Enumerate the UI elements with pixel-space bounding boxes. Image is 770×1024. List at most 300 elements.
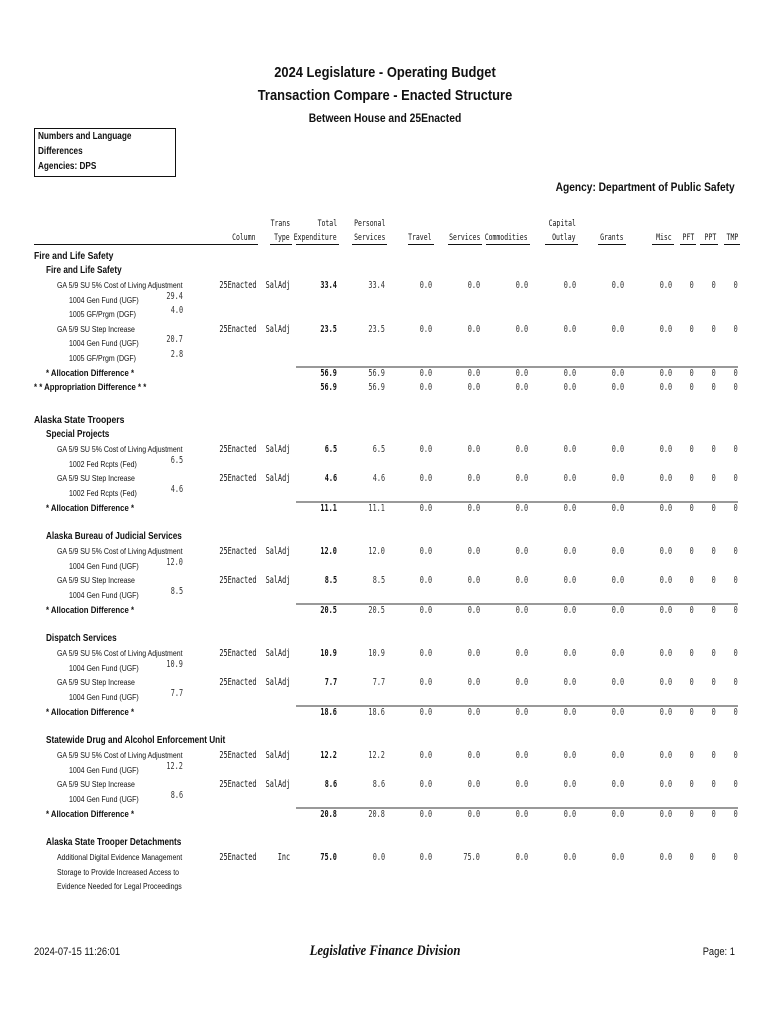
value-cell: 8.6 — [372, 779, 385, 790]
column-header-line2: Column — [232, 233, 256, 243]
column-header-underline — [352, 244, 387, 245]
value-cell: 0.0 — [515, 648, 528, 659]
value-cell: 4.6 — [372, 473, 385, 484]
value-cell: 0.0 — [515, 677, 528, 688]
value-cell: 0 — [689, 444, 694, 455]
value-cell: 0.0 — [563, 852, 576, 863]
value-cell: 0.0 — [563, 382, 576, 393]
value-cell: 0 — [733, 677, 738, 688]
value-cell: 0 — [689, 677, 694, 688]
value-cell: 0.0 — [659, 575, 672, 586]
value-cell: 0.0 — [419, 707, 432, 718]
fund-source-amount: 8.6 — [170, 789, 183, 801]
value-cell: 10.9 — [368, 648, 385, 659]
value-cell: 0 — [733, 382, 738, 393]
value-cell: 0 — [711, 605, 716, 616]
column-value: 25Enacted — [218, 750, 256, 761]
value-cell: 0.0 — [611, 852, 624, 863]
value-cell: 23.5 — [368, 323, 385, 335]
value-cell: 0.0 — [659, 809, 672, 820]
value-cell: 8.5 — [324, 575, 337, 586]
fund-source-label: 1005 GF/Prgm (DGF) — [69, 309, 137, 319]
value-cell: 0.0 — [563, 707, 576, 718]
value-cell: 0.0 — [611, 707, 624, 718]
value-cell: 0.0 — [419, 648, 432, 659]
line-item-label: GA 5/9 SU 5% Cost of Living Adjustment — [57, 648, 183, 658]
value-cell: 0 — [733, 546, 738, 557]
subsection-heading: Special Projects — [46, 429, 110, 440]
column-value: 25Enacted — [218, 852, 256, 863]
subsection-heading: Statewide Drug and Alcohol Enforcement Unit — [46, 735, 226, 746]
column-header-line2: Expenditure — [294, 233, 337, 243]
value-cell: 0 — [733, 503, 738, 514]
value-cell: 0 — [711, 750, 716, 761]
value-cell: 0.0 — [467, 648, 480, 659]
line-item-label: GA 5/9 SU 5% Cost of Living Adjustment — [57, 280, 183, 290]
trans-type-value: SalAdj — [265, 444, 290, 455]
value-cell: 0 — [711, 677, 716, 688]
value-cell: 0.0 — [419, 323, 432, 335]
trans-type-value: SalAdj — [265, 750, 290, 761]
value-cell: 0 — [733, 368, 738, 379]
value-cell: 0.0 — [611, 677, 624, 688]
subsection-heading: Alaska State Trooper Detachments — [46, 837, 182, 848]
value-cell: 0 — [689, 575, 694, 586]
value-cell: 0 — [711, 368, 716, 379]
value-cell: 0.0 — [467, 605, 480, 616]
column-header-underline — [652, 244, 674, 245]
value-cell: 0.0 — [515, 323, 528, 335]
value-cell: 0.0 — [515, 852, 528, 863]
line-item-label: GA 5/9 SU Step Increase — [57, 677, 135, 687]
value-cell: 0.0 — [515, 546, 528, 557]
value-cell: 0.0 — [515, 444, 528, 455]
line-item-label: GA 5/9 SU 5% Cost of Living Adjustment — [57, 546, 183, 556]
section-heading: Fire and Life Safety — [34, 250, 114, 262]
value-cell: 0 — [689, 707, 694, 718]
value-cell: 0 — [711, 280, 716, 291]
value-cell: 0.0 — [515, 473, 528, 484]
fund-source-amount: 12.2 — [166, 760, 183, 772]
value-cell: 0.0 — [563, 648, 576, 659]
fund-source-label: 1002 Fed Rcpts (Fed) — [69, 487, 137, 498]
footer-timestamp: 2024-07-15 11:26:01 — [34, 946, 121, 958]
value-cell: 0.0 — [611, 575, 624, 586]
value-cell: 6.5 — [372, 444, 385, 455]
column-header-line1: Personal — [353, 219, 385, 229]
value-cell: 0.0 — [467, 677, 480, 688]
value-cell: 0.0 — [659, 852, 672, 863]
value-cell: 6.5 — [324, 444, 337, 455]
column-value: 25Enacted — [218, 546, 256, 557]
value-cell: 0.0 — [419, 852, 432, 863]
column-header-line2: Misc — [656, 233, 672, 243]
column-header-underline — [448, 244, 482, 245]
value-cell: 0.0 — [563, 779, 576, 790]
value-cell: 0 — [711, 852, 716, 863]
value-cell: 0.0 — [515, 503, 528, 514]
value-cell: 0.0 — [419, 575, 432, 586]
value-cell: 0 — [689, 280, 694, 291]
value-cell: 0.0 — [659, 280, 672, 291]
value-cell: 0.0 — [419, 546, 432, 557]
trans-type-value: SalAdj — [265, 677, 290, 688]
line-item-label: GA 5/9 SU 5% Cost of Living Adjustment — [57, 444, 183, 454]
fund-source-label: 1004 Gen Fund (UGF) — [69, 793, 139, 804]
fund-source-amount: 4.0 — [170, 305, 183, 316]
column-header-line2: Commodities — [485, 233, 528, 243]
value-cell: 20.8 — [320, 809, 337, 820]
value-cell: 0.0 — [467, 444, 480, 455]
column-header-line2: Type — [274, 233, 290, 243]
value-cell: 0.0 — [659, 546, 672, 557]
value-cell: 0.0 — [563, 503, 576, 514]
line-item-label: GA 5/9 SU Step Increase — [57, 779, 135, 789]
trans-type-value: Inc — [277, 852, 290, 863]
value-cell: 0.0 — [563, 575, 576, 586]
filter-box — [34, 128, 176, 177]
value-cell: 7.7 — [324, 677, 337, 688]
value-cell: 0.0 — [659, 444, 672, 455]
value-cell: 0.0 — [611, 368, 624, 379]
value-cell: 18.6 — [368, 707, 385, 718]
fund-source-label: 1004 Gen Fund (UGF) — [69, 691, 139, 702]
value-cell: 0.0 — [467, 750, 480, 761]
value-cell: 0 — [689, 503, 694, 514]
value-cell: 0.0 — [563, 809, 576, 820]
value-cell: 0 — [733, 605, 738, 616]
value-cell: 11.1 — [320, 503, 337, 514]
value-cell: 0 — [689, 368, 694, 379]
trans-type-value: SalAdj — [265, 546, 290, 557]
value-cell: 0 — [711, 473, 716, 484]
fund-source-amount: 7.7 — [170, 687, 183, 699]
value-cell: 0.0 — [515, 368, 528, 379]
allocation-difference-label: * Allocation Difference * — [46, 809, 135, 820]
value-cell: 20.5 — [320, 605, 337, 616]
value-cell: 0 — [711, 648, 716, 659]
value-cell: 0.0 — [659, 368, 672, 379]
fund-source-label: 1005 GF/Prgm (DGF) — [69, 352, 137, 363]
line-item-label: GA 5/9 SU Step Increase — [57, 575, 135, 585]
value-cell: 0.0 — [659, 779, 672, 790]
value-cell: 0.0 — [419, 503, 432, 514]
value-cell: 0.0 — [563, 323, 576, 335]
value-cell: 0 — [711, 779, 716, 790]
allocation-difference-label: * Allocation Difference * — [46, 368, 135, 379]
allocation-difference-label: * Allocation Difference * — [46, 605, 135, 616]
value-cell: 0.0 — [515, 779, 528, 790]
value-cell: 75.0 — [463, 852, 480, 863]
value-cell: 0 — [711, 707, 716, 718]
value-cell: 23.5 — [320, 323, 337, 335]
value-cell: 0.0 — [659, 503, 672, 514]
fund-source-label: 1002 Fed Rcpts (Fed) — [69, 458, 137, 469]
value-cell: 0 — [733, 648, 738, 659]
value-cell: 0.0 — [563, 280, 576, 291]
filter-line: Differences — [38, 146, 83, 157]
value-cell: 56.9 — [368, 382, 385, 393]
column-header-underline — [700, 244, 718, 245]
column-header-underline — [545, 244, 578, 245]
column-header-line1: Trans — [270, 219, 290, 229]
value-cell: 18.6 — [320, 707, 337, 718]
column-value: 25Enacted — [218, 473, 256, 484]
appropriation-difference-label: * * Appropriation Difference * * — [34, 382, 147, 393]
column-header-line2: Travel — [408, 233, 432, 243]
column-value: 25Enacted — [218, 323, 256, 335]
line-item-label: GA 5/9 SU 5% Cost of Living Adjustment — [57, 750, 183, 760]
value-cell: 0.0 — [419, 779, 432, 790]
value-cell: 0.0 — [611, 280, 624, 291]
trans-type-value: SalAdj — [265, 779, 290, 790]
value-cell: 33.4 — [320, 280, 337, 291]
value-cell: 0.0 — [563, 368, 576, 379]
column-header-line2: Grants — [600, 233, 624, 243]
value-cell: 0.0 — [419, 444, 432, 455]
value-cell: 0 — [733, 852, 738, 863]
value-cell: 0.0 — [659, 707, 672, 718]
column-value: 25Enacted — [218, 575, 256, 586]
fund-source-amount: 12.0 — [166, 556, 183, 568]
value-cell: 11.1 — [368, 503, 385, 514]
value-cell: 0 — [689, 473, 694, 484]
value-cell: 0.0 — [467, 473, 480, 484]
value-cell: 0 — [689, 546, 694, 557]
footer-division: Legislative Finance Division — [309, 943, 461, 959]
value-cell: 7.7 — [372, 677, 385, 688]
fund-source-amount: 2.8 — [170, 348, 183, 360]
filter-line: Numbers and Language — [38, 131, 132, 142]
value-cell: 0 — [711, 382, 716, 393]
value-cell: 12.0 — [368, 546, 385, 557]
value-cell: 0 — [689, 809, 694, 820]
value-cell: 0 — [733, 444, 738, 455]
value-cell: 0 — [733, 323, 738, 335]
value-cell: 0.0 — [467, 382, 480, 393]
report-subtitle: Transaction Compare - Enacted Structure — [257, 87, 513, 104]
value-cell: 0.0 — [659, 750, 672, 761]
value-cell: 12.2 — [368, 750, 385, 761]
value-cell: 0.0 — [611, 750, 624, 761]
fund-source-amount: 6.5 — [170, 454, 183, 466]
column-value: 25Enacted — [218, 677, 256, 688]
value-cell: 0.0 — [563, 444, 576, 455]
fund-source-label: 1004 Gen Fund (UGF) — [69, 338, 139, 348]
value-cell: 0 — [689, 323, 694, 335]
column-header-line2: Outlay — [552, 233, 576, 243]
trans-type-value: SalAdj — [265, 648, 290, 659]
value-cell: 0.0 — [467, 280, 480, 291]
fund-source-label: 1004 Gen Fund (UGF) — [69, 764, 139, 775]
value-cell: 0.0 — [659, 648, 672, 659]
value-cell: 0.0 — [467, 707, 480, 718]
value-cell: 0.0 — [611, 382, 624, 393]
value-cell: 0.0 — [611, 444, 624, 455]
fund-source-amount: 10.9 — [166, 658, 183, 670]
column-header-line2: Services — [353, 233, 385, 243]
trans-type-value: SalAdj — [265, 473, 290, 484]
column-header-line2: TMP — [726, 233, 738, 243]
value-cell: 0.0 — [515, 707, 528, 718]
value-cell: 0 — [711, 546, 716, 557]
value-cell: 0 — [711, 444, 716, 455]
value-cell: 0.0 — [467, 323, 480, 335]
column-header-underline — [486, 244, 530, 245]
value-cell: 20.8 — [368, 809, 385, 820]
fund-source-label: 1004 Gen Fund (UGF) — [69, 662, 139, 673]
value-cell: 56.9 — [320, 368, 337, 379]
value-cell: 0.0 — [419, 280, 432, 291]
value-cell: 12.0 — [320, 546, 337, 557]
value-cell: 33.4 — [368, 280, 385, 291]
value-cell: 0.0 — [419, 473, 432, 484]
value-cell: 0.0 — [515, 575, 528, 586]
value-cell: 0.0 — [611, 648, 624, 659]
subsection-heading: Alaska Bureau of Judicial Services — [46, 531, 182, 542]
value-cell: 0 — [733, 779, 738, 790]
value-cell: 0 — [733, 809, 738, 820]
column-header-underline — [408, 244, 434, 245]
value-cell: 0 — [733, 750, 738, 761]
value-cell: 0.0 — [563, 605, 576, 616]
value-cell: 0.0 — [563, 677, 576, 688]
value-cell: 0.0 — [611, 473, 624, 484]
value-cell: 0 — [733, 473, 738, 484]
value-cell: 0.0 — [659, 677, 672, 688]
column-value: 25Enacted — [218, 648, 256, 659]
value-cell: 0 — [689, 852, 694, 863]
line-item-label: GA 5/9 SU Step Increase — [57, 323, 135, 334]
value-cell: 0 — [689, 648, 694, 659]
value-cell: 0.0 — [467, 503, 480, 514]
column-header-line2: PPT — [704, 233, 716, 243]
value-cell: 12.2 — [320, 750, 337, 761]
allocation-difference-label: * Allocation Difference * — [46, 707, 135, 718]
fund-source-amount: 4.6 — [170, 483, 183, 495]
header-rule — [34, 244, 256, 245]
column-header-underline — [270, 244, 292, 245]
fund-source-amount: 20.7 — [166, 334, 183, 345]
value-cell: 0 — [689, 750, 694, 761]
value-cell: 0 — [689, 605, 694, 616]
value-cell: 0.0 — [659, 605, 672, 616]
column-value: 25Enacted — [218, 444, 256, 455]
value-cell: 0.0 — [515, 605, 528, 616]
column-header-line2: Services — [448, 233, 480, 243]
subsection-heading: Fire and Life Safety — [46, 265, 122, 276]
value-cell: 56.9 — [368, 368, 385, 379]
value-cell: 0.0 — [467, 546, 480, 557]
value-cell: 0.0 — [611, 323, 624, 335]
column-header-line1: Total — [317, 219, 337, 229]
value-cell: 8.5 — [372, 575, 385, 586]
column-header-line2: PFT — [682, 233, 694, 243]
value-cell: 0.0 — [515, 280, 528, 291]
line-item-label-continued: Storage to Provide Increased Access to — [57, 866, 180, 877]
allocation-difference-label: * Allocation Difference * — [46, 503, 135, 514]
value-cell: 0.0 — [515, 750, 528, 761]
subsection-heading: Dispatch Services — [46, 633, 117, 644]
trans-type-value: SalAdj — [265, 323, 290, 335]
column-header-line1: Capital — [548, 219, 576, 229]
column-header-underline — [296, 244, 339, 245]
footer-page-number: Page: 1 — [702, 946, 735, 958]
fund-source-label: 1004 Gen Fund (UGF) — [69, 560, 139, 571]
line-item-label: Additional Digital Evidence Management — [57, 852, 183, 862]
value-cell: 0 — [733, 575, 738, 586]
value-cell: 0.0 — [659, 382, 672, 393]
value-cell: 0.0 — [467, 575, 480, 586]
value-cell: 0.0 — [419, 605, 432, 616]
value-cell: 0.0 — [659, 323, 672, 335]
fund-source-label: 1004 Gen Fund (UGF) — [69, 589, 139, 600]
value-cell: 10.9 — [320, 648, 337, 659]
value-cell: 0.0 — [515, 382, 528, 393]
report-comparison: Between House and 25Enacted — [308, 111, 462, 125]
value-cell: 0.0 — [563, 750, 576, 761]
value-cell: 75.0 — [320, 852, 337, 863]
line-item-label-continued: Evidence Needed for Legal Proceedings — [57, 881, 182, 891]
value-cell: 0.0 — [419, 382, 432, 393]
fund-source-amount: 29.4 — [166, 290, 183, 302]
value-cell: 0.0 — [467, 779, 480, 790]
agency-name: Agency: Department of Public Safety — [555, 180, 735, 194]
value-cell: 0.0 — [419, 750, 432, 761]
value-cell: 0 — [711, 503, 716, 514]
value-cell: 0 — [711, 323, 716, 335]
fund-source-amount: 8.5 — [170, 585, 183, 597]
fund-source-label: 1004 Gen Fund (UGF) — [69, 294, 139, 305]
value-cell: 0.0 — [659, 473, 672, 484]
value-cell: 0.0 — [563, 473, 576, 484]
value-cell: 0.0 — [611, 546, 624, 557]
column-header-underline — [680, 244, 696, 245]
value-cell: 0 — [733, 707, 738, 718]
value-cell: 0 — [689, 382, 694, 393]
value-cell: 0.0 — [419, 809, 432, 820]
value-cell: 0.0 — [611, 503, 624, 514]
value-cell: 8.6 — [324, 779, 337, 790]
column-value: 25Enacted — [218, 779, 256, 790]
value-cell: 0.0 — [372, 852, 385, 863]
trans-type-value: SalAdj — [265, 280, 290, 291]
value-cell: 0.0 — [467, 368, 480, 379]
section-heading: Alaska State Troopers — [34, 414, 125, 426]
value-cell: 56.9 — [320, 382, 337, 393]
column-header-underline — [724, 244, 740, 245]
value-cell: 0.0 — [467, 809, 480, 820]
value-cell: 0 — [711, 809, 716, 820]
value-cell: 0.0 — [419, 368, 432, 379]
filter-line: Agencies: DPS — [38, 161, 97, 172]
value-cell: 0 — [711, 575, 716, 586]
value-cell: 0.0 — [563, 546, 576, 557]
report-title: 2024 Legislature - Operating Budget — [274, 64, 496, 81]
value-cell: 20.5 — [368, 605, 385, 616]
column-value: 25Enacted — [218, 280, 256, 291]
value-cell: 0.0 — [611, 779, 624, 790]
value-cell: 0 — [689, 779, 694, 790]
line-item-label: GA 5/9 SU Step Increase — [57, 473, 135, 483]
value-cell: 4.6 — [324, 473, 337, 484]
column-header-underline — [598, 244, 626, 245]
value-cell: 0.0 — [611, 809, 624, 820]
value-cell: 0.0 — [419, 677, 432, 688]
value-cell: 0.0 — [515, 809, 528, 820]
value-cell: 0.0 — [611, 605, 624, 616]
trans-type-value: SalAdj — [265, 575, 290, 586]
